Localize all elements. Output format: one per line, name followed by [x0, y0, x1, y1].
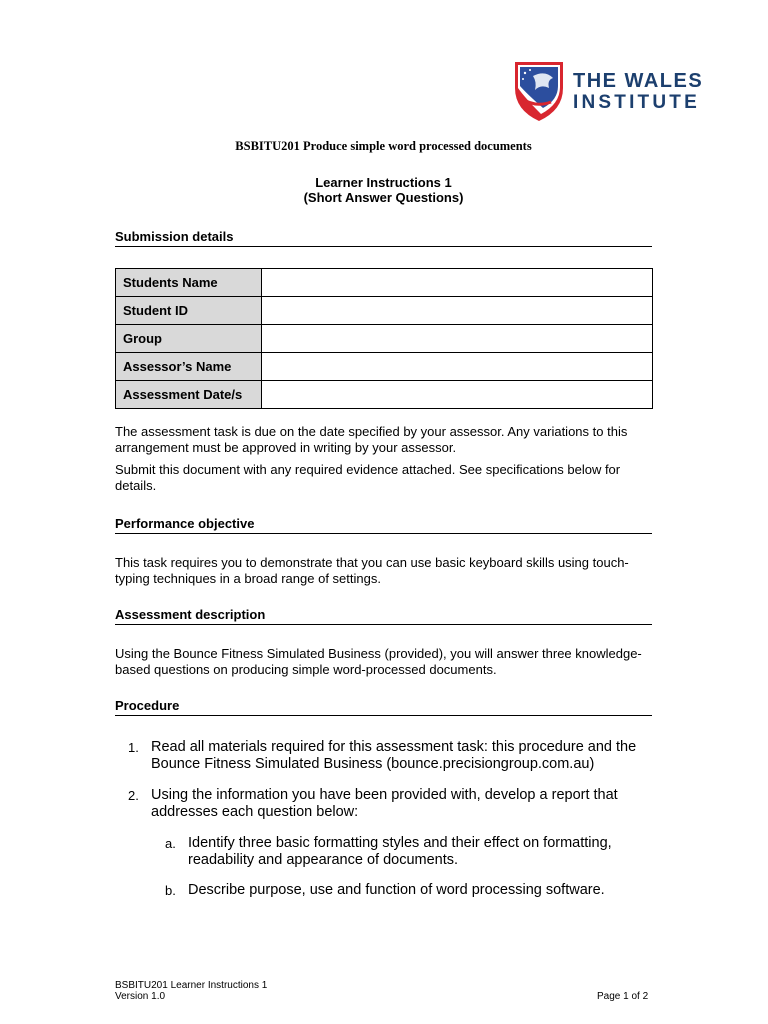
heading-line2: (Short Answer Questions): [303, 190, 464, 205]
assessment-heading: Assessment description: [115, 607, 652, 625]
students-name-field[interactable]: [262, 269, 653, 297]
row-label: Assessment Date/s: [116, 381, 262, 409]
list-text: Using the information you have been provided with, develop a report that addresses each question below:: [151, 787, 618, 820]
logo-text-line2: INSTITUTE: [573, 92, 700, 113]
due-date-paragraph: The assessment task is due on the date specified by your assessor. Any variations to this arrangement must be approved in writing by your assessor.: [115, 424, 628, 455]
submit-paragraph: Submit this document with any required evidence attached. See specifications below for details.: [115, 462, 621, 493]
footer-page-number: Page 1 of 2: [597, 991, 649, 1002]
student-id-field[interactable]: [262, 297, 653, 325]
footer-version: Version 1.0: [115, 991, 166, 1002]
table-row: [116, 381, 653, 409]
submission-heading: Submission details: [115, 229, 652, 247]
assessment-text: Using the Bounce Fitness Simulated Business (provided), you will answer three knowledge-based questions on producing simple word-processed documents.: [115, 646, 642, 677]
list-text: Describe purpose, use and function of word processing software.: [188, 882, 605, 898]
row-label: Student ID: [116, 297, 262, 325]
group-field[interactable]: [262, 325, 653, 353]
list-text: Identify three basic formatting styles and their effect on formatting, readability and appearance of documents.: [188, 835, 612, 868]
institute-logo: [511, 58, 716, 124]
procedure-heading: Procedure: [115, 698, 652, 716]
table-row: [116, 297, 653, 325]
row-label: Group: [116, 325, 262, 353]
assessors-name-field[interactable]: [262, 353, 653, 381]
course-title: BSBITU201 Produce simple word processed documents: [235, 139, 532, 153]
table-row: [116, 325, 653, 353]
submission-table: [115, 268, 653, 409]
row-label: Students Name: [116, 269, 262, 297]
list-letter: a.: [165, 836, 176, 851]
table-row: [116, 269, 653, 297]
assessment-dates-field[interactable]: [262, 381, 653, 409]
heading-line1: Learner Instructions 1: [315, 175, 452, 190]
performance-heading: Performance objective: [115, 516, 652, 534]
list-letter: b.: [165, 883, 176, 898]
performance-text: This task requires you to demonstrate that you can use basic keyboard skills using touch-typing techniques in a broad range of settings.: [115, 555, 629, 586]
shield-eagle-icon: [511, 58, 567, 124]
footer-doc-name: BSBITU201 Learner Instructions 1: [115, 980, 268, 991]
table-row: [116, 353, 653, 381]
list-text: Read all materials required for this assessment task: this procedure and the Bounce Fitness Simulated Business (bounce.precisiongroup.com.au): [151, 739, 637, 772]
row-label: Assessor’s Name: [116, 353, 262, 381]
list-number: 1.: [128, 740, 139, 755]
logo-text-line1: THE WALES: [573, 70, 704, 92]
list-number: 2.: [128, 788, 139, 803]
